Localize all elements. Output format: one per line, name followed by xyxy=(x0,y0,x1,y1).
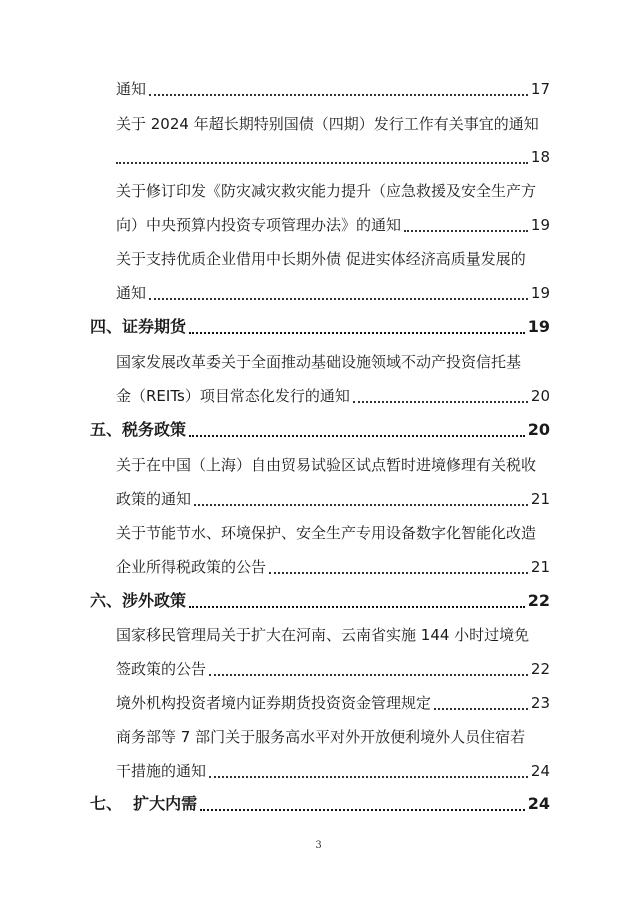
toc-entry-notice-17[interactable] xyxy=(116,79,550,99)
dot-leader xyxy=(353,399,528,403)
toc-entry-text: 通知 xyxy=(116,80,147,98)
page-number: 3 xyxy=(315,840,322,851)
toc-entry-text-line[interactable]: 国家发展改革委关于全面推动基础设施领域不动产投资信托基 xyxy=(116,353,522,371)
toc-entry-foreign-debt[interactable] xyxy=(116,283,550,303)
toc-page-number: 23 xyxy=(530,694,550,712)
dot-leader xyxy=(200,807,525,811)
toc-page-number: 20 xyxy=(527,420,550,439)
toc-entry-text: 企业所得税政策的公告 xyxy=(116,558,267,576)
dot-leader xyxy=(149,296,528,300)
toc-entry-text-line[interactable]: 关于节能节水、环境保护、安全生产专用设备数字化智能化改造 xyxy=(116,524,537,542)
toc-entry-text: 通知 xyxy=(116,284,147,302)
toc-page-number: 21 xyxy=(530,558,550,576)
toc-section-securities-futures[interactable] xyxy=(90,317,550,337)
toc-page-number: 24 xyxy=(530,762,550,780)
dot-leader xyxy=(209,672,528,676)
toc-page-number: 19 xyxy=(530,284,550,302)
toc-section-label: 五、税务政策 xyxy=(90,420,187,439)
toc-section-label: 四、证券期货 xyxy=(90,317,187,336)
dot-leader xyxy=(209,774,528,778)
toc-entry-text-line[interactable]: 关于 2024 年超长期特别国债（四期）发行工作有关事宜的通知 xyxy=(116,115,539,133)
toc-entry-text: 向）中央预算内投资专项管理办法》的通知 xyxy=(116,216,402,234)
toc-entry-leader-line[interactable] xyxy=(116,147,550,167)
dot-leader xyxy=(404,228,528,232)
toc-entry-text: 政策的通知 xyxy=(116,490,192,508)
dot-leader xyxy=(269,570,528,574)
toc-section-label: 六、涉外政策 xyxy=(90,591,187,610)
toc-entry-text: 签政策的公告 xyxy=(116,660,207,678)
toc-entry-shanghai-ftz[interactable] xyxy=(116,489,550,509)
toc-entry-text-line[interactable]: 关于修订印发《防灾减灾救灾能力提升（应急救援及安全生产方 xyxy=(116,182,537,200)
toc-entry-text-line[interactable]: 关于支持优质企业借用中长期外债 促进实体经济高质量发展的 xyxy=(116,250,526,268)
dot-leader xyxy=(194,502,528,506)
toc-entry-text: 金（REITs）项目常态化发行的通知 xyxy=(116,387,350,405)
toc-entry-text: 干措施的通知 xyxy=(116,762,207,780)
toc-entry-text-line[interactable]: 商务部等 7 部门关于服务高水平对外开放便利境外人员住宿若 xyxy=(116,728,526,746)
toc-entry-text-line[interactable]: 国家移民管理局关于扩大在河南、云南省实施 144 小时过境免 xyxy=(116,626,530,644)
toc-entry-equipment-tax[interactable] xyxy=(116,557,550,577)
toc-entry-accommodation[interactable] xyxy=(116,761,550,781)
toc-page-number: 18 xyxy=(530,148,550,166)
toc-page-number: 20 xyxy=(530,387,550,405)
toc-page-number: 19 xyxy=(527,317,550,336)
dot-leader xyxy=(116,160,528,164)
toc-page-number: 24 xyxy=(527,794,550,813)
toc-entry-visa-free[interactable] xyxy=(116,659,550,679)
toc-page-number: 22 xyxy=(527,591,550,610)
toc-entry-text: 境外机构投资者境内证券期货投资资金管理规定 xyxy=(116,694,432,712)
toc-section-domestic-demand[interactable] xyxy=(90,794,550,814)
dot-leader xyxy=(149,92,528,96)
toc-entry-foreign-investors[interactable] xyxy=(116,693,550,713)
dot-leader xyxy=(189,330,525,334)
toc-section-label: 七、 扩大内需 xyxy=(90,794,198,813)
toc-section-foreign-policy[interactable] xyxy=(90,591,550,611)
toc-entry-disaster-relief[interactable] xyxy=(116,215,550,235)
toc-section-tax-policy[interactable] xyxy=(90,420,550,440)
toc-page-number: 17 xyxy=(530,80,550,98)
dot-leader xyxy=(189,604,525,608)
toc-page-number: 21 xyxy=(530,490,550,508)
toc-page-number: 22 xyxy=(530,660,550,678)
dot-leader xyxy=(189,433,525,437)
toc-entry-text-line[interactable]: 关于在中国（上海）自由贸易试验区试点暂时进境修理有关税收 xyxy=(116,456,537,474)
toc-page-number: 19 xyxy=(530,216,550,234)
toc-entry-reits[interactable] xyxy=(116,386,550,406)
dot-leader xyxy=(434,706,528,710)
